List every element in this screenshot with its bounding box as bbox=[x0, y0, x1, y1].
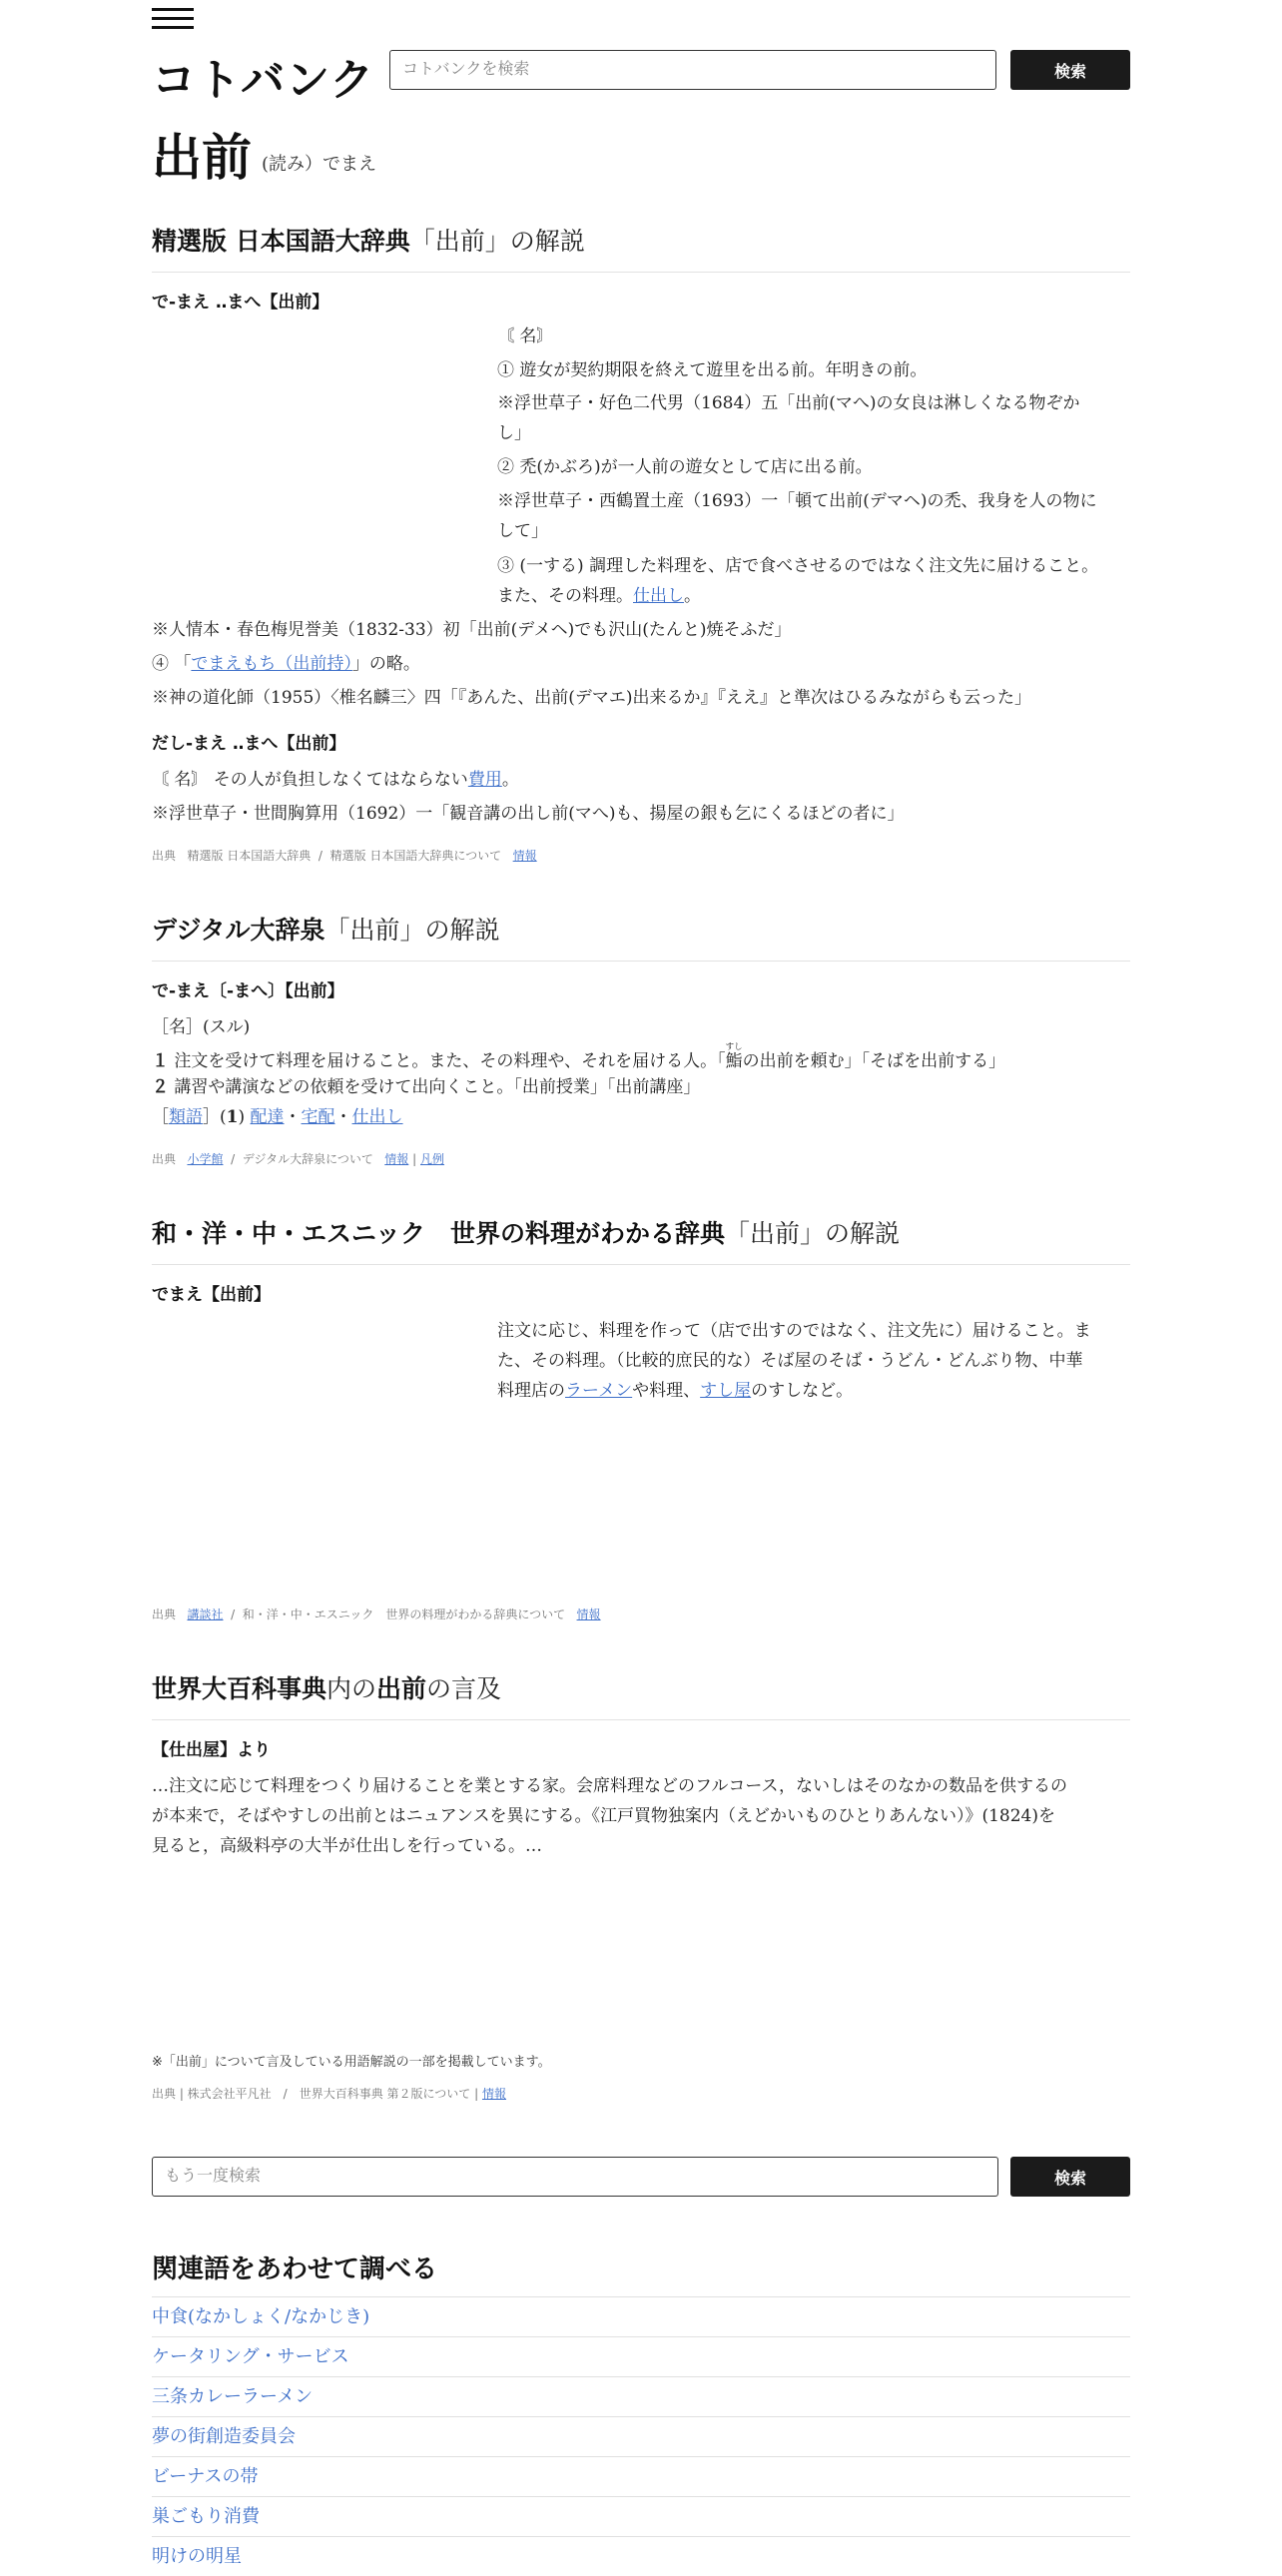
title-suffix: 「出前」の解説 bbox=[409, 227, 585, 256]
entry-line bbox=[497, 1376, 853, 1406]
related-link[interactable]: 三条カレーラーメン bbox=[152, 2386, 314, 2407]
related-link[interactable]: 夢の街創造委員会 bbox=[152, 2426, 296, 2447]
dict-name: 和・洋・中・エスニック 世界の料理がわかる辞典 bbox=[152, 1219, 726, 1248]
entry-headword: で‐まえ ‥まへ【出前】 bbox=[152, 293, 329, 313]
entry-headword: だし‐まえ ‥まへ【出前】 bbox=[152, 734, 346, 754]
text: ④ 「 bbox=[152, 654, 192, 674]
entry-line: ※浮世草子・世間胸算用（1692）一「観音講の出し前(マへ)も、揚屋の銀も乞にくるほどの者に」 bbox=[152, 804, 905, 824]
text: | bbox=[412, 1152, 417, 1166]
entry-line: た、その料理。（比較的庶民的な）そば屋のそば・うどん・どんぶり物、中華 bbox=[497, 1351, 1083, 1371]
entry-line bbox=[152, 1042, 1005, 1076]
entry-line: 注文に応じ、料理を作って（店で出すのではなく、注文先に）届けること。ま bbox=[497, 1321, 1091, 1341]
text: や料理、 bbox=[632, 1381, 701, 1401]
text: 。 bbox=[684, 586, 701, 606]
reading-label: (読み）でまえ bbox=[262, 154, 377, 175]
dict-name: 世界大百科事典 bbox=[152, 1674, 327, 1703]
link-sushiya[interactable]: すし屋 bbox=[700, 1381, 752, 1401]
related-link[interactable]: 中食(なかしょく/なかじき) bbox=[152, 2306, 370, 2327]
source-line: 出典 講談社 / 和・洋・中・エスニック 世界の料理がわかる辞典について 情報 bbox=[152, 1608, 601, 1621]
link-ruigo[interactable]: 類語 bbox=[169, 1107, 203, 1127]
site-logo[interactable]: コトバンク bbox=[152, 55, 375, 106]
source-line bbox=[152, 2085, 506, 2102]
dict-name: 精選版 日本国語大辞典 bbox=[152, 227, 410, 256]
ruby-text bbox=[725, 1042, 743, 1071]
info-link[interactable]: 情報 bbox=[512, 849, 537, 863]
entry-line: ※神の道化師（1955）〈椎名麟三〉四「『あんた、出前(デマエ)出来るか』『ええ』と準次はひるみながらも云った」 bbox=[152, 688, 1032, 708]
dict-name: デジタル大辞泉 bbox=[152, 916, 325, 945]
entry-headword: 【仕出屋】より bbox=[152, 1740, 271, 1760]
source-line: 出典 小学館 / デジタル大辞泉について 情報 | 凡例 bbox=[152, 1152, 445, 1166]
list-item bbox=[152, 2456, 1130, 2496]
list-item bbox=[152, 2416, 1130, 2456]
section-title-sekai bbox=[152, 1669, 1130, 1720]
list-item bbox=[152, 2496, 1130, 2536]
text: 〘 名〙 その人が負担しなくてはならない bbox=[152, 770, 468, 790]
entry-line: ［名］(スル) bbox=[152, 1017, 251, 1037]
list-item bbox=[152, 2536, 1130, 2576]
term: 出前 bbox=[376, 1674, 427, 1703]
related-title: 関連語をあわせて調べる bbox=[152, 2254, 438, 2284]
entry-line: ※浮世草子・好色二代男（1684）五「出前(マへ)の女良は淋しくなる物ぞか bbox=[497, 393, 1080, 413]
text: 内の bbox=[326, 1674, 377, 1703]
text: 和・洋・中・エスニック 世界の料理がわかる辞典について bbox=[242, 1608, 566, 1621]
search-again-input[interactable] bbox=[152, 2157, 998, 2197]
link-takuhai[interactable]: 宅配 bbox=[301, 1107, 335, 1127]
related-list bbox=[152, 2296, 1130, 2576]
entry-line bbox=[152, 649, 420, 679]
mention-note: ※「出前」について言及している用語解説の一部を掲載しています。 bbox=[152, 2055, 551, 2070]
title-suffix: 「出前」の解説 bbox=[324, 916, 500, 945]
entry-line bbox=[497, 581, 701, 611]
text: 精選版 日本国語大辞典 bbox=[187, 849, 312, 863]
text: 精選版 日本国語大辞典について bbox=[329, 849, 502, 863]
sense-number: ２ bbox=[152, 1077, 169, 1097]
section-title-daijisen bbox=[152, 911, 1130, 962]
text: ］( bbox=[203, 1107, 227, 1127]
page-title: 出前 bbox=[152, 129, 252, 187]
text: ［ bbox=[152, 1107, 169, 1127]
publisher-link[interactable]: 講談社 bbox=[187, 1608, 224, 1621]
entry-line: 〘 名〙 bbox=[497, 326, 554, 346]
list-item bbox=[152, 2376, 1130, 2416]
text: 出典 bbox=[152, 1152, 177, 1166]
entry-line: …注文に応じて料理をつくり届けることを業とする家。会席料理などのフルコース，ないしはそのなかの数品を供するの bbox=[152, 1776, 1067, 1796]
text: 料理店の bbox=[497, 1381, 565, 1401]
entry-line: ③ (一する) 調理した料理を、店で食べさせるのではなく注文先に届けること。 bbox=[497, 556, 1099, 576]
related-link[interactable]: ケータリング・サービス bbox=[152, 2346, 349, 2367]
link-demaemochi[interactable]: でまえもち（出前持） bbox=[191, 654, 352, 674]
entry-line bbox=[152, 765, 519, 795]
related-link[interactable]: 巣ごもり消費 bbox=[152, 2506, 260, 2527]
entry-headword: で‐まえ〔‐まへ〕【出前】 bbox=[152, 981, 344, 1001]
text: ・ bbox=[334, 1107, 352, 1127]
entry-line: 見ると，高級料亭の大半が仕出しを行っている。… bbox=[152, 1836, 542, 1856]
text: 1 bbox=[226, 1107, 239, 1127]
page bbox=[152, 0, 1130, 2567]
text: の出前を頼む」「そばを出前する」 bbox=[742, 1051, 1006, 1071]
sense-number: １ bbox=[152, 1051, 169, 1071]
related-link[interactable]: 明けの明星 bbox=[152, 2546, 242, 2567]
text: ・ bbox=[284, 1107, 302, 1127]
entry-headword: でまえ【出前】 bbox=[152, 1285, 271, 1305]
text: 注文を受けて料理を届けること。また、その料理や、それを届ける人。「 bbox=[174, 1051, 726, 1071]
search-button[interactable]: 検索 bbox=[1010, 50, 1130, 90]
entry-line: し」 bbox=[497, 423, 531, 443]
link-shidashi-2[interactable]: 仕出し bbox=[351, 1107, 403, 1127]
entry-line: ② 禿(かぶろ)が一人前の遊女として店に出る前。 bbox=[497, 457, 873, 477]
related-link[interactable]: ビーナスの帯 bbox=[152, 2466, 259, 2487]
list-item bbox=[152, 2336, 1130, 2376]
section-title-seisenban bbox=[152, 222, 1130, 273]
legend-link[interactable]: 凡例 bbox=[420, 1152, 445, 1166]
search-again-button[interactable]: 検索 bbox=[1010, 2157, 1130, 2197]
entry-line: が本来で，そばやすしの出前とはニュアンスを異にする。《江戸買物独案内（えどかいものひとりあんない）》(1824)を bbox=[152, 1806, 1055, 1826]
text: の言及 bbox=[426, 1674, 502, 1703]
text: また、その料理。 bbox=[497, 586, 633, 606]
ruby-base: 鮨 bbox=[725, 1051, 743, 1071]
entry-line: ① 遊女が契約期限を終えて遊里を出る前。年明きの前。 bbox=[497, 360, 928, 380]
search-input[interactable] bbox=[389, 50, 996, 90]
title-suffix: 「出前」の解説 bbox=[725, 1219, 901, 1248]
link-haitatsu[interactable]: 配達 bbox=[250, 1107, 285, 1127]
text: 」の略。 bbox=[351, 654, 420, 674]
text: のすしなど。 bbox=[751, 1381, 854, 1401]
info-link[interactable]: 情報 bbox=[384, 1152, 409, 1166]
link-shidashi[interactable]: 仕出し bbox=[633, 586, 684, 606]
section-title-ryouri bbox=[152, 1214, 1130, 1265]
entry-line bbox=[152, 1072, 700, 1102]
publisher-link[interactable]: 小学館 bbox=[187, 1152, 224, 1166]
entry-line: ※浮世草子・西鶴置土産（1693）一「頓て出前(デマヘ)の禿、我身を人の物に bbox=[497, 491, 1097, 511]
text: 出典 bbox=[152, 1608, 177, 1621]
text: 出典 | 株式会社平凡社 / 世界大百科事典 第２版について | bbox=[152, 2087, 479, 2101]
text: デジタル大辞泉について bbox=[242, 1152, 373, 1166]
link-ramen[interactable]: ラーメン bbox=[565, 1381, 633, 1401]
ruby-reading: すし bbox=[725, 1042, 743, 1052]
text: 出典 bbox=[152, 849, 177, 863]
text: 。 bbox=[501, 770, 519, 790]
entry-line: ※人情本・春色梅児誉美（1832‐33）初「出前(デメヘ)でも沢山(たんと)焼そふだ」 bbox=[152, 620, 792, 640]
source-line: 出典 精選版 日本国語大辞典 / 精選版 日本国語大辞典について 情報 bbox=[152, 849, 537, 863]
entry-line: して」 bbox=[497, 521, 548, 541]
text: 講習や講演などの依頼を受けて出向くこと。「出前授業」「出前講座」 bbox=[174, 1077, 701, 1097]
list-item bbox=[152, 2296, 1130, 2336]
info-link[interactable]: 情報 bbox=[481, 2087, 506, 2101]
hamburger-menu-icon[interactable] bbox=[152, 8, 196, 32]
info-link[interactable]: 情報 bbox=[576, 1608, 601, 1621]
related-words-line bbox=[152, 1102, 403, 1132]
link-hiyou[interactable]: 費用 bbox=[467, 770, 502, 790]
text: ) bbox=[238, 1107, 246, 1127]
